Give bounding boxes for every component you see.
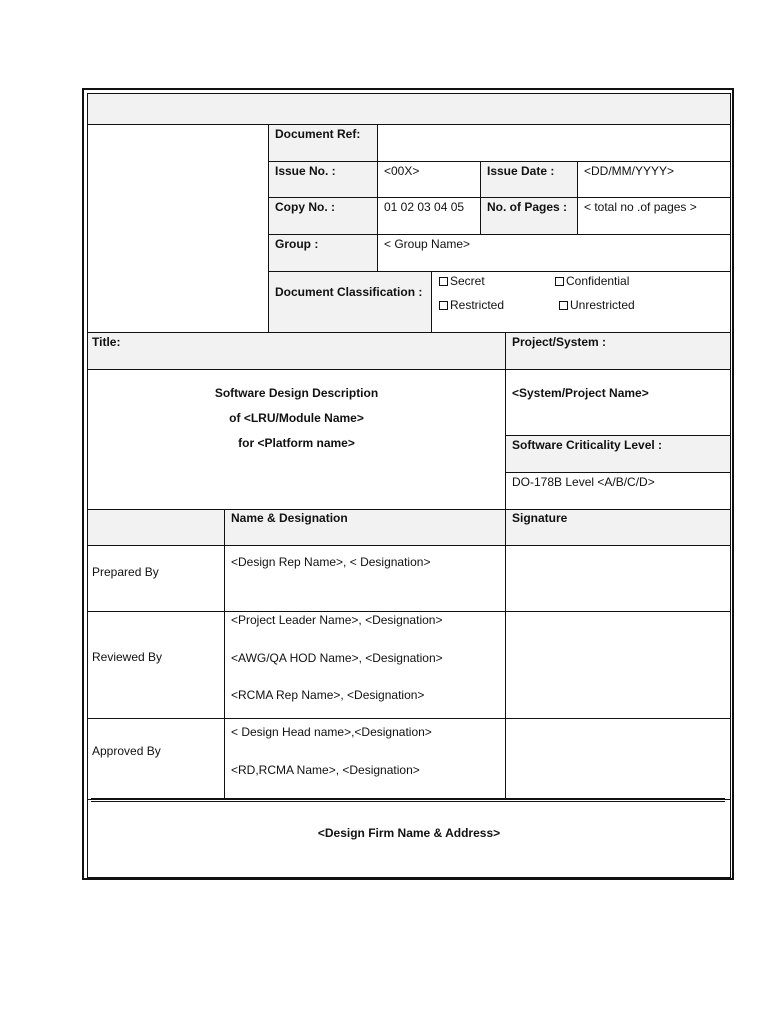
document-ref-label-cell bbox=[268, 124, 378, 162]
classification-options-cell bbox=[431, 271, 731, 333]
design-firm-footer: <Design Firm Name & Address> bbox=[317, 826, 501, 840]
issue-no-value: <00X> bbox=[384, 164, 420, 178]
issue-no-value-cell bbox=[377, 161, 481, 198]
criticality-value-cell bbox=[505, 472, 731, 510]
criticality-label: Software Criticality Level : bbox=[512, 438, 663, 452]
checkbox-confidential-label: Confidential bbox=[566, 274, 630, 288]
approved-by-label: Approved By bbox=[92, 744, 161, 758]
issue-date-label-cell bbox=[480, 161, 578, 198]
approved-name-2: <RD,RCMA Name>, <Designation> bbox=[231, 763, 420, 777]
reviewed-name-2: <AWG/QA HOD Name>, <Designation> bbox=[231, 651, 443, 665]
checkbox-icon bbox=[439, 277, 448, 286]
title-label: Title: bbox=[92, 335, 121, 349]
checkbox-icon bbox=[555, 277, 564, 286]
reviewed-name-cell bbox=[224, 611, 506, 719]
approved-name-cell bbox=[224, 718, 506, 800]
name-designation-header: Name & Designation bbox=[231, 511, 348, 525]
title-body-cell bbox=[87, 369, 506, 510]
no-of-pages-value-cell bbox=[577, 197, 731, 235]
reviewed-by-label: Reviewed By bbox=[92, 650, 163, 664]
checkbox-unrestricted-label: Unrestricted bbox=[570, 298, 635, 312]
checkbox-confidential[interactable] bbox=[555, 274, 629, 288]
double-rule-bottom bbox=[91, 801, 725, 802]
top-header-bar bbox=[87, 93, 731, 125]
group-value: < Group Name> bbox=[384, 237, 471, 251]
approval-name-header-cell bbox=[224, 509, 506, 546]
issue-date-value-cell bbox=[577, 161, 731, 198]
title-line-1: Software Design Description bbox=[214, 386, 379, 400]
prepared-role-cell bbox=[87, 545, 225, 612]
issue-no-label: Issue No. : bbox=[275, 164, 336, 178]
group-label: Group : bbox=[275, 237, 319, 251]
issue-no-label-cell bbox=[268, 161, 378, 198]
checkbox-restricted[interactable] bbox=[439, 298, 504, 312]
approval-role-header-cell bbox=[87, 509, 225, 546]
logo-area bbox=[87, 124, 269, 333]
title-label-cell bbox=[87, 332, 506, 370]
document-ref-label: Document Ref: bbox=[275, 127, 361, 141]
checkbox-icon bbox=[559, 301, 568, 310]
criticality-value: DO-178B Level <A/B/C/D> bbox=[512, 475, 655, 489]
group-label-cell bbox=[268, 234, 378, 272]
approved-signature-cell[interactable] bbox=[505, 718, 731, 800]
project-value: <System/Project Name> bbox=[512, 386, 649, 400]
classification-label: Document Classification : bbox=[275, 285, 423, 299]
issue-date-label: Issue Date : bbox=[487, 164, 555, 178]
approval-signature-header-cell bbox=[505, 509, 731, 546]
group-value-cell bbox=[377, 234, 731, 272]
double-rule-top bbox=[91, 798, 725, 799]
classification-label-cell bbox=[268, 271, 432, 333]
signature-header: Signature bbox=[512, 511, 568, 525]
checkbox-secret-label: Secret bbox=[450, 274, 485, 288]
approved-name-1: < Design Head name>,<Designation> bbox=[231, 725, 432, 739]
no-of-pages-label: No. of Pages : bbox=[487, 200, 568, 214]
criticality-label-cell bbox=[505, 435, 731, 473]
prepared-name-cell bbox=[224, 545, 506, 612]
no-of-pages-value: < total no .of pages > bbox=[584, 200, 697, 214]
project-value-cell bbox=[505, 369, 731, 436]
reviewed-role-cell bbox=[87, 611, 225, 719]
prepared-signature-cell[interactable] bbox=[505, 545, 731, 612]
copy-no-value: 01 02 03 04 05 bbox=[384, 200, 465, 214]
title-line-2: of <LRU/Module Name> bbox=[229, 411, 364, 425]
document-ref-value-cell bbox=[377, 124, 731, 162]
reviewed-name-1: <Project Leader Name>, <Designation> bbox=[231, 613, 443, 627]
checkbox-icon bbox=[439, 301, 448, 310]
reviewed-signature-cell[interactable] bbox=[505, 611, 731, 719]
title-line-3: for <Platform name> bbox=[238, 436, 355, 450]
issue-date-value: <DD/MM/YYYY> bbox=[584, 164, 675, 178]
copy-no-label: Copy No. : bbox=[275, 200, 335, 214]
no-of-pages-label-cell bbox=[480, 197, 578, 235]
checkbox-secret[interactable] bbox=[439, 274, 485, 288]
reviewed-name-3: <RCMA Rep Name>, <Designation> bbox=[231, 688, 425, 702]
project-label: Project/System : bbox=[512, 335, 607, 349]
copy-no-value-cell bbox=[377, 197, 481, 235]
checkbox-unrestricted[interactable] bbox=[559, 298, 635, 312]
prepared-name-1: <Design Rep Name>, < Designation> bbox=[231, 555, 431, 569]
approved-role-cell bbox=[87, 718, 225, 800]
checkbox-restricted-label: Restricted bbox=[450, 298, 505, 312]
copy-no-label-cell bbox=[268, 197, 378, 235]
project-label-cell bbox=[505, 332, 731, 370]
prepared-by-label: Prepared By bbox=[92, 565, 159, 579]
